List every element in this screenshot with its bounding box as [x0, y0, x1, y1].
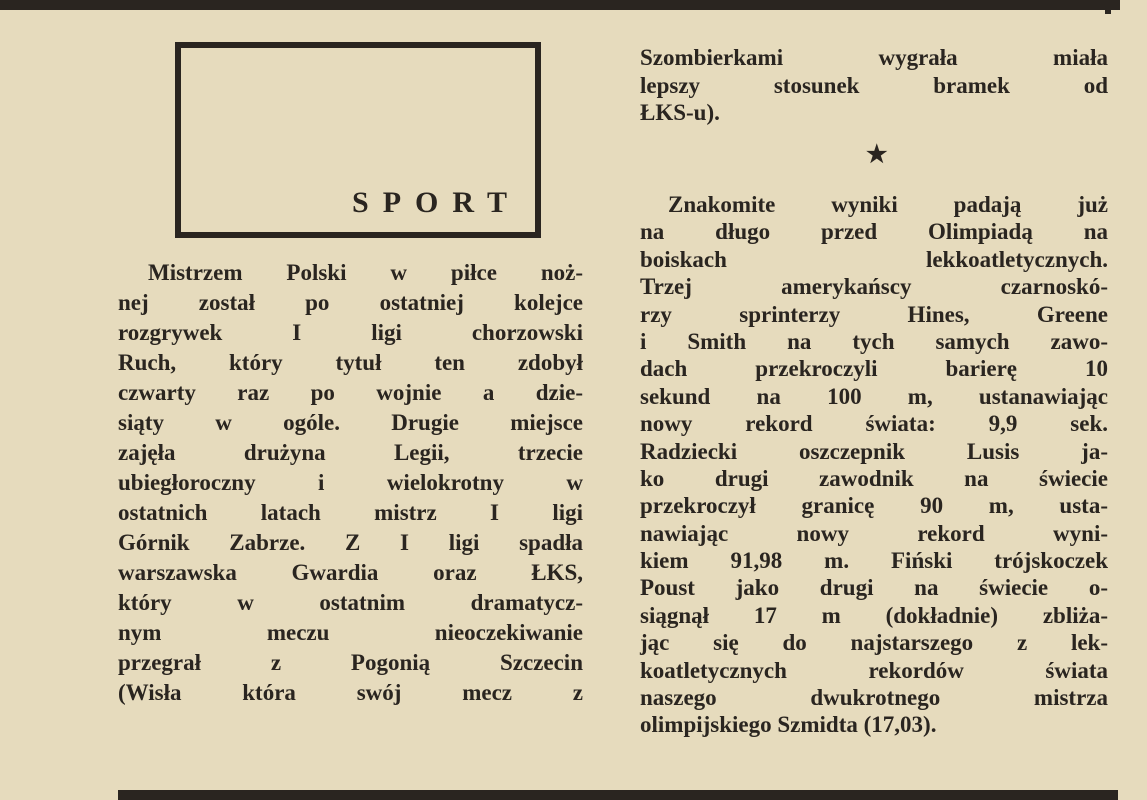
text-line: siąty w ogóle. Drugie miejsce — [118, 410, 583, 435]
section-header-box — [175, 42, 541, 238]
text-line: dach przekroczyli barierę 10 — [640, 356, 1108, 382]
text-line: Znakomite wyniki padają już — [668, 192, 1108, 217]
text-line: który w ostatnim dramatycz- — [118, 590, 583, 615]
text-line: rozgrywek I ligi chorzowski — [118, 320, 583, 345]
text-line: nawiając nowy rekord wyni- — [640, 520, 1108, 546]
text-line: koatletycznych rekordów świata — [640, 657, 1108, 683]
text-line: nym meczu nieoczekiwanie — [118, 620, 583, 645]
text-line: na długo przed Olimpiadą na — [640, 219, 1108, 245]
top-rule-corner — [1105, 0, 1111, 14]
text-line: Radziecki oszczepnik Lusis ja- — [640, 438, 1108, 464]
text-line: ko drugi zawodnik na świecie — [640, 465, 1108, 491]
text-line: nej został po ostatniej kolejce — [118, 290, 583, 315]
text-line: sekund na 100 m, ustanawiając — [640, 383, 1108, 409]
text-line: zajęła drużyna Legii, trzecie — [118, 440, 583, 465]
text-line: kiem 91,98 m. Fiński trójskoczek — [640, 548, 1108, 574]
section-title: SPORT — [352, 186, 521, 219]
bottom-rule — [118, 790, 1118, 800]
text-line: Szombierkami wygrała miała — [640, 45, 1108, 70]
text-line: przegrał z Pogonią Szczecin — [118, 650, 583, 675]
text-line: Trzej amerykańscy czarnoskó- — [640, 274, 1108, 300]
left-column-article — [118, 258, 583, 708]
text-line: czwarty raz po wojnie a dzie- — [118, 380, 583, 405]
text-line: nowy rekord świata: 9,9 sek. — [640, 411, 1108, 437]
text-line: Poust jako drugi na świecie o- — [640, 575, 1108, 601]
text-line: (Wisła która swój mecz z — [118, 680, 583, 705]
text-line: olimpijskiego Szmidta (17,03). — [640, 712, 937, 738]
right-column-article — [640, 191, 1108, 739]
text-line: siągnął 17 m (dokładnie) zbliża- — [640, 602, 1108, 628]
text-line: ostatnich latach mistrz I ligi — [118, 500, 583, 525]
text-line: lepszy stosunek bramek od — [640, 72, 1108, 98]
text-line: warszawska Gwardia oraz ŁKS, — [118, 560, 583, 585]
text-line: przekroczył granicę 90 m, usta- — [640, 493, 1108, 519]
right-column-continuation — [640, 44, 1108, 127]
text-line: ubiegłoroczny i wielokrotny w — [118, 470, 583, 495]
text-line: jąc się do najstarszego z lek- — [640, 630, 1108, 656]
text-line: Mistrzem Polski w piłce noż- — [148, 260, 583, 285]
text-line: Górnik Zabrze. Z I ligi spadła — [118, 530, 583, 555]
top-rule — [0, 0, 1120, 10]
text-line: Ruch, który tytuł ten zdobył — [118, 350, 583, 375]
text-line: rzy sprinterzy Hines, Greene — [640, 301, 1108, 327]
star-separator: ★ — [866, 142, 888, 168]
text-line: boiskach lekkoatletycznych. — [640, 246, 1108, 272]
text-line: naszego dwukrotnego mistrza — [640, 685, 1108, 711]
text-line: ŁKS-u). — [640, 100, 720, 125]
text-line: i Smith na tych samych zawo- — [640, 328, 1108, 354]
